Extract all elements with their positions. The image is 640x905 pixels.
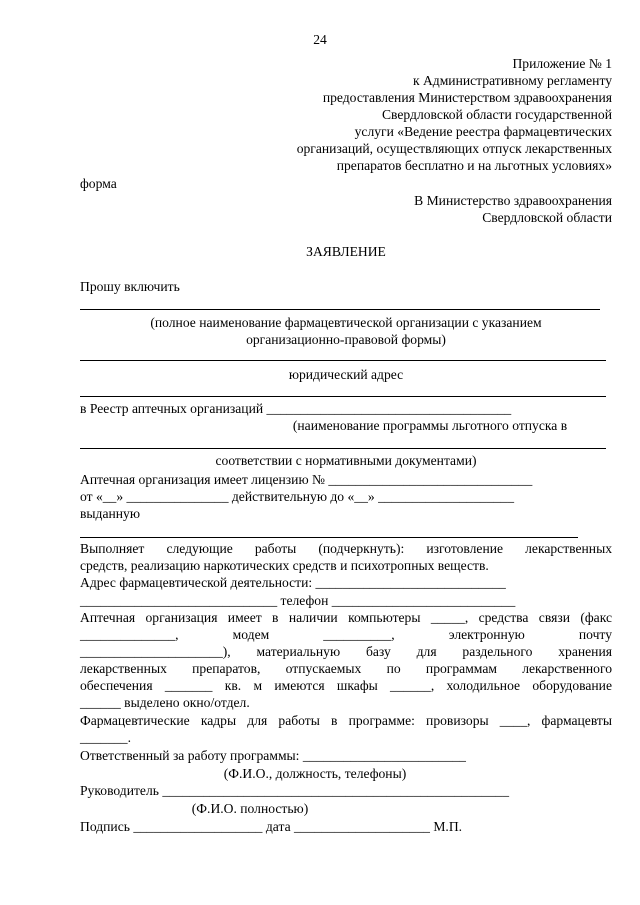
hint-responsible: (Ф.И.О., должность, телефоны)	[223, 766, 407, 781]
addressee-line-1: В Министерство здравоохранения	[414, 193, 612, 208]
page-number: 24	[313, 32, 327, 47]
staff-line-1: Фармацевтические кадры для работы в программе: провизоры ____, фармацевты	[80, 713, 612, 728]
appendix-line-7: препаратов бесплатно и на льготных условиях»	[336, 158, 612, 173]
equipment-line-6: ______ выделено окно/отдел.	[80, 695, 250, 710]
hint-program-1: (наименование программы льготного отпуска в	[292, 418, 568, 433]
works-line-1: Выполняет следующие работы (подчеркнуть): изготовление лекарственных	[80, 541, 612, 556]
hint-program-2: соответствии с нормативными документами)	[215, 453, 477, 468]
appendix-line-4: Свердловской области государственной	[381, 107, 612, 122]
hint-full-name-2: организационно-правовой формы)	[246, 332, 446, 347]
phone-line: _____________________________ телефон ___________________________	[80, 593, 516, 608]
registry-line: в Реестр аптечных организаций ____________________________________	[80, 401, 512, 416]
org-form-blank-line	[80, 360, 606, 361]
license-line: Аптечная организация имеет лицензию № ______________________________	[80, 472, 533, 487]
document-title: ЗАЯВЛЕНИЕ	[306, 244, 386, 259]
appendix-line-6: организаций, осуществляющих отпуск лекарственных	[296, 141, 612, 156]
equipment-line-3: _____________________), материальную базу для раздельного хранения	[80, 644, 612, 659]
request-label: Прошу включить	[80, 279, 180, 294]
hint-full-name-1: (полное наименование фармацевтической организации с указанием	[150, 315, 542, 330]
appendix-line-1: Приложение № 1	[512, 56, 612, 71]
legal-address-blank-line	[80, 396, 606, 397]
form-label: форма	[80, 176, 117, 191]
responsible-line: Ответственный за работу программы: ________________________	[80, 748, 466, 763]
appendix-line-2: к Административному регламенту	[412, 73, 612, 88]
equipment-line-5: обеспечения _______ кв. м имеются шкафы ______, холодильное оборудование	[80, 678, 612, 693]
signature-line: Подпись ___________________ дата ____________________ М.П.	[80, 819, 463, 834]
equipment-line-4: лекарственных препаратов, отпускаемых по программам лекарственного	[80, 661, 612, 676]
issued-blank-line	[80, 537, 578, 538]
appendix-line-5: услуги «Ведение реестра фармацевтических	[354, 124, 612, 139]
legal-address-label: юридический адрес	[288, 367, 404, 382]
pharm-address-line: Адрес фармацевтической деятельности: ____________________________	[80, 575, 506, 590]
works-line-2: средств, реализацию наркотических средств и психотропных веществ.	[80, 558, 489, 573]
issued-label: выданную	[80, 506, 141, 521]
staff-line-2: _______.	[80, 730, 131, 745]
appendix-line-3: предоставления Министерством здравоохранения	[322, 90, 612, 105]
equipment-line-2: ______________, модем __________, электронную почту	[80, 627, 612, 642]
equipment-line-1: Аптечная организация имеет в наличии компьютеры _____, средства связи (факс	[80, 610, 612, 625]
addressee-line-2: Свердловской области	[482, 210, 612, 225]
org-name-blank-line	[80, 309, 600, 310]
license-from-line: от «__» _______________ действительную до «__» ____________________	[80, 489, 515, 504]
head-line: Руководитель ___________________________________________________	[80, 783, 509, 798]
program-blank-line	[80, 448, 606, 449]
hint-head: (Ф.И.О. полностью)	[191, 801, 309, 816]
